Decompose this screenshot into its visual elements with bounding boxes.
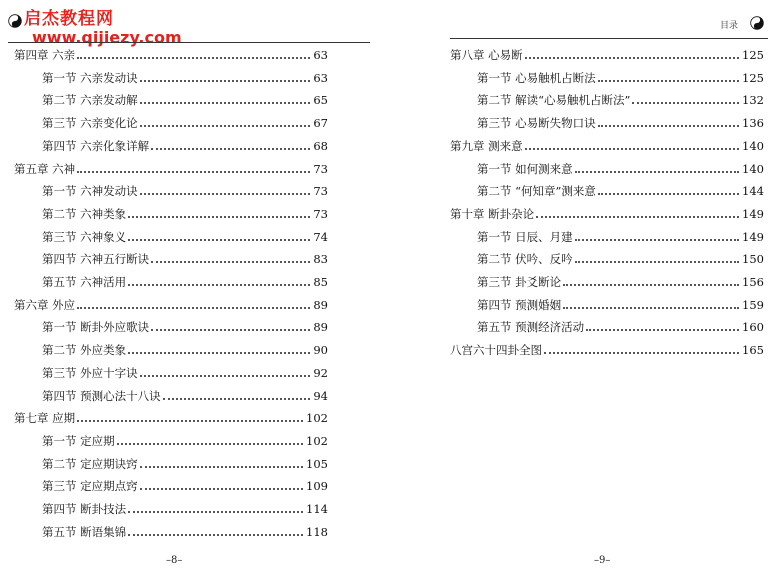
toc-leader-dots	[128, 215, 310, 218]
header-title: 目录	[720, 21, 739, 31]
toc-section[interactable]	[42, 67, 328, 85]
toc-leader-dots	[128, 238, 310, 241]
toc-page-number: 114	[306, 502, 328, 516]
toc-section[interactable]	[42, 203, 328, 221]
header-rule	[8, 42, 370, 43]
toc-page-number: 118	[306, 524, 328, 539]
toc-section[interactable]	[42, 430, 328, 448]
toc-page-number: 144	[742, 184, 764, 199]
toc-page-number: 125	[742, 70, 764, 85]
toc-title: 第五节 预测经济活动	[477, 320, 585, 335]
toc-leader-dots	[140, 79, 311, 82]
toc-title: 第四节 六神五行断诀	[42, 252, 150, 267]
toc-leader-dots	[151, 147, 310, 150]
toc-page-number: 67	[313, 116, 328, 131]
toc-title: 第四节 预测婚姻	[477, 297, 562, 312]
toc-page-number: 136	[742, 116, 764, 131]
toc-title: 第四节 断卦技法	[42, 502, 127, 516]
toc-section[interactable]	[42, 89, 328, 107]
toc-section[interactable]	[42, 316, 328, 334]
toc-chapter[interactable]	[14, 294, 328, 312]
toc-page-number: 63	[313, 48, 328, 62]
toc-page-number: 74	[313, 229, 328, 244]
toc-leader-dots	[575, 170, 739, 173]
toc-page-number: 73	[313, 206, 328, 221]
toc-title: 第四章 六亲	[14, 48, 76, 62]
toc-title: 第五节 六神活用	[42, 275, 127, 289]
toc-title: 第二节 解读“心易触机占断法”	[477, 93, 631, 108]
toc-leader-dots	[77, 170, 310, 173]
toc-title: 第三节 六神象义	[42, 229, 127, 244]
toc-page-number: 149	[742, 206, 764, 221]
toc-leader-dots	[117, 442, 303, 445]
watermark-site-name: 启杰教程网	[24, 9, 114, 29]
toc-section[interactable]	[477, 89, 764, 107]
toc-section[interactable]	[477, 158, 764, 176]
toc-title: 第一节 六神发动诀	[42, 184, 138, 199]
toc-title: 第二节 “何知章”测来意	[477, 184, 596, 199]
toc-page-number: 63	[313, 70, 328, 85]
toc-title: 第八章 心易断	[450, 48, 523, 62]
toc-section[interactable]	[42, 112, 328, 130]
toc-page-number: 83	[313, 252, 328, 267]
toc-leader-dots	[77, 419, 303, 422]
toc-section[interactable]	[477, 316, 764, 334]
toc-leader-dots	[128, 283, 310, 286]
toc-title: 第一节 心易触机占断法	[477, 70, 596, 85]
toc-section[interactable]	[42, 226, 328, 244]
toc-leader-dots	[140, 374, 311, 377]
toc-leader-dots	[77, 306, 310, 309]
toc-section[interactable]	[42, 475, 328, 493]
page-number: –8–	[166, 555, 183, 566]
toc-leader-dots	[151, 260, 310, 263]
toc-page-number: 132	[742, 93, 764, 108]
toc-page-number: 159	[742, 297, 764, 312]
toc-section[interactable]	[477, 112, 764, 130]
toc-page-number: 73	[313, 184, 328, 199]
toc-title: 第四节 六亲化象详解	[42, 138, 150, 153]
toc-section[interactable]	[42, 135, 328, 153]
toc-page-number: 85	[313, 275, 328, 289]
toc-title: 第一节 日辰、月建	[477, 229, 573, 244]
toc-page-number: 68	[313, 138, 328, 153]
toc-section[interactable]	[477, 294, 764, 312]
toc-title: 第五节 断语集锦	[42, 524, 127, 539]
toc-page-number: 102	[306, 433, 328, 448]
toc-title: 第三节 心易断失物口诀	[477, 116, 596, 131]
toc-section[interactable]	[42, 271, 328, 289]
toc-leader-dots	[598, 79, 739, 82]
toc-title: 第十章 断卦杂论	[450, 206, 535, 221]
toc-leader-dots	[563, 306, 739, 309]
toc-title: 第三节 外应十字诀	[42, 365, 138, 380]
toc-title: 第二节 定应期诀窍	[42, 456, 138, 471]
toc-chapter[interactable]	[450, 203, 764, 221]
toc-title: 第一节 六亲发动诀	[42, 70, 138, 85]
toc-section[interactable]	[42, 180, 328, 198]
toc-leader-dots	[525, 147, 739, 150]
toc-leader-dots	[140, 101, 311, 104]
toc-title: 第二节 六神类象	[42, 206, 127, 221]
watermark-site-url: www.qijiezy.com	[32, 28, 182, 47]
toc-leader-dots	[128, 351, 310, 354]
toc-title: 第一节 定应期	[42, 433, 115, 448]
toc-page-number: 89	[313, 320, 328, 335]
toc-page-number: 156	[742, 275, 764, 289]
toc-title: 第七章 应期	[14, 411, 76, 426]
toc-page-number: 105	[306, 456, 328, 471]
toc-page-number: 92	[313, 365, 328, 380]
toc-page-number: 89	[313, 297, 328, 312]
toc-title: 第二节 伏吟、反吟	[477, 252, 573, 267]
toc-section[interactable]	[477, 248, 764, 266]
toc-section[interactable]	[42, 385, 328, 403]
toc-leader-dots	[575, 238, 739, 241]
toc-section[interactable]	[42, 521, 328, 539]
toc-page-number: 102	[306, 411, 328, 426]
toc-leader-dots	[151, 328, 310, 331]
toc-section[interactable]	[42, 339, 328, 357]
toc-section[interactable]	[42, 248, 328, 266]
toc-leader-dots	[77, 56, 310, 59]
toc-title: 第一节 如何测来意	[477, 161, 573, 176]
toc-page-number: 125	[742, 48, 764, 62]
toc-page-number: 90	[313, 343, 328, 358]
header-rule	[450, 38, 768, 39]
toc-leader-dots	[575, 260, 739, 263]
toc-section[interactable]	[42, 453, 328, 471]
toc-page-number: 65	[313, 93, 328, 108]
yin-yang-icon	[8, 14, 22, 28]
toc-chapter[interactable]	[14, 158, 328, 176]
toc-section[interactable]	[477, 271, 764, 289]
toc-leader-dots	[598, 124, 739, 127]
toc-title: 第六章 外应	[14, 297, 76, 312]
toc-page-number: 140	[742, 161, 764, 176]
toc-leader-dots	[140, 192, 311, 195]
toc-leader-dots	[563, 283, 739, 286]
toc-leader-dots	[140, 487, 303, 490]
toc-title: 第三节 卦爻断论	[477, 275, 562, 289]
page-number: –9–	[594, 555, 611, 566]
toc-chapter[interactable]	[450, 339, 764, 357]
toc-section[interactable]	[477, 67, 764, 85]
toc-page-number: 109	[306, 479, 328, 494]
toc-title: 第三节 定应期点窍	[42, 479, 138, 494]
toc-chapter[interactable]	[14, 44, 328, 62]
toc-page-number: 73	[313, 161, 328, 176]
toc-page-number: 94	[313, 388, 328, 403]
toc-section[interactable]	[477, 180, 764, 198]
toc-leader-dots	[128, 510, 303, 513]
toc-title: 第五章 六神	[14, 161, 76, 176]
toc-page-number: 140	[742, 138, 764, 153]
toc-leader-dots	[586, 328, 739, 331]
toc-title: 第二节 六亲发动解	[42, 93, 138, 108]
toc-section[interactable]	[42, 498, 328, 516]
toc-leader-dots	[536, 215, 739, 218]
toc-title: 第三节 六亲变化论	[42, 116, 138, 131]
toc-section[interactable]	[42, 362, 328, 380]
yin-yang-icon	[750, 16, 764, 30]
toc-page-number: 150	[742, 252, 764, 267]
right-page	[388, 0, 776, 585]
toc-leader-dots	[632, 101, 739, 104]
toc-title: 第二节 外应类象	[42, 343, 127, 358]
toc-title: 第一节 断卦外应歌诀	[42, 320, 150, 335]
toc-leader-dots	[140, 124, 311, 127]
toc-leader-dots	[163, 397, 311, 400]
toc-chapter[interactable]	[450, 135, 764, 153]
toc-leader-dots	[598, 192, 739, 195]
toc-leader-dots	[544, 351, 739, 354]
toc-chapter[interactable]	[450, 44, 764, 62]
toc-page-number: 160	[742, 320, 764, 335]
toc-title: 第九章 测来意	[450, 138, 523, 153]
toc-leader-dots	[128, 533, 303, 536]
toc-chapter[interactable]	[14, 407, 328, 425]
toc-section[interactable]	[477, 226, 764, 244]
toc-leader-dots	[140, 465, 303, 468]
toc-title: 八宫六十四卦全图	[450, 343, 542, 358]
toc-page-number: 149	[742, 229, 764, 244]
toc-title: 第四节 预测心法十八诀	[42, 388, 161, 403]
toc-page-number: 165	[742, 343, 764, 358]
toc-leader-dots	[525, 56, 739, 59]
